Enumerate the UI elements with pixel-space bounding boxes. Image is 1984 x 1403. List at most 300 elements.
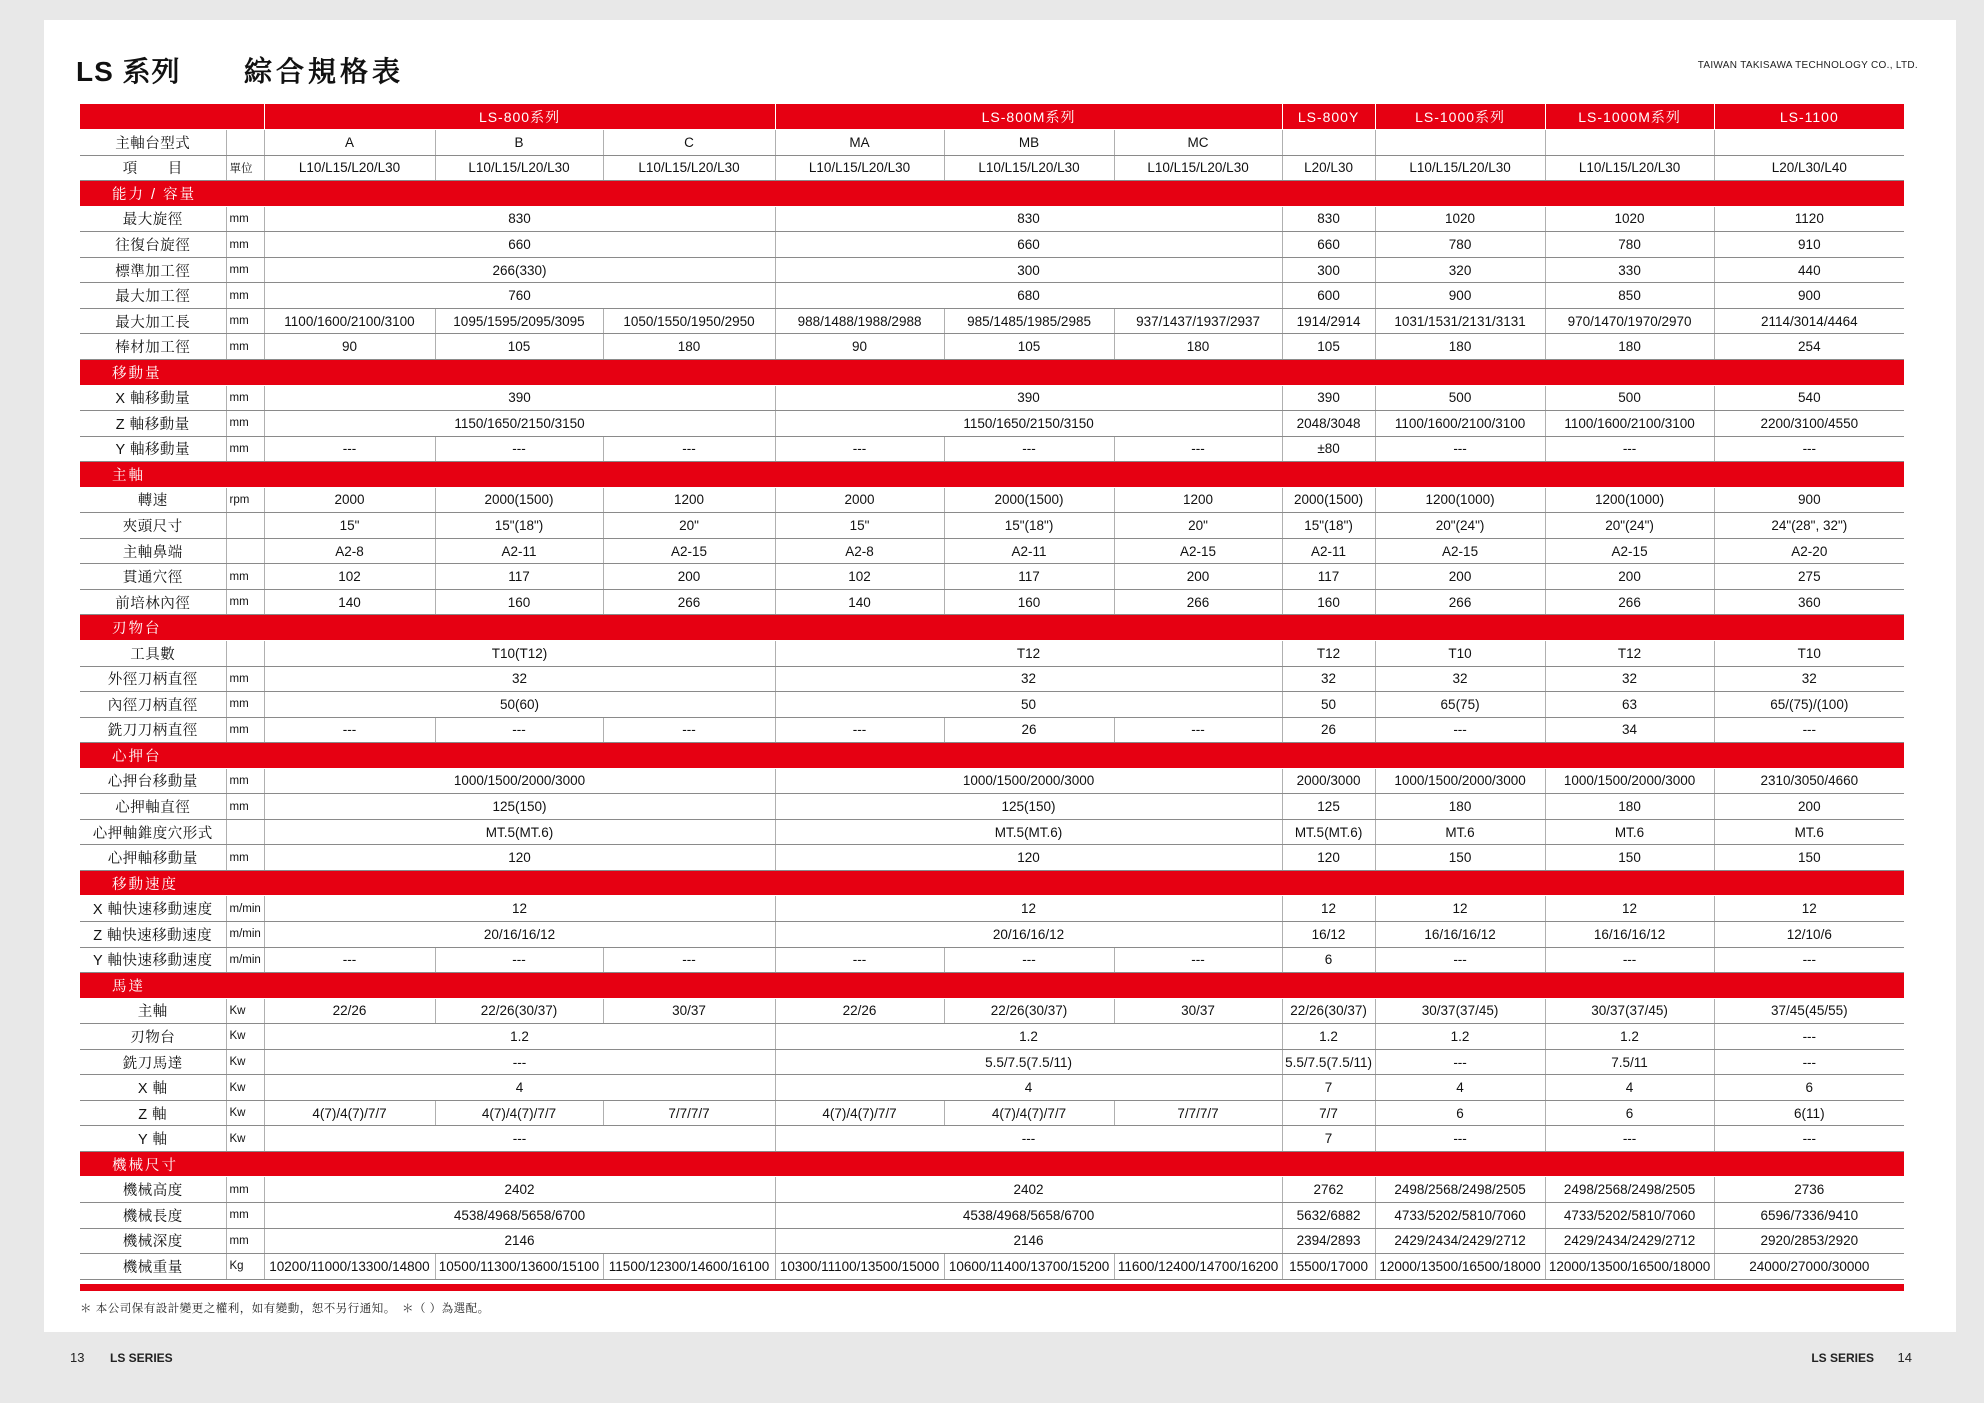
- table-cell: ---: [264, 717, 435, 743]
- model-header-cell: LS-1100: [1714, 104, 1904, 130]
- table-cell: ---: [775, 436, 944, 462]
- table-row: [80, 845, 1904, 871]
- row-label: 銑刀刀柄直徑: [80, 717, 226, 743]
- table-cell: ---: [1375, 1049, 1545, 1075]
- row-label: 貫通穴徑: [80, 564, 226, 590]
- row-unit: mm: [226, 1228, 264, 1254]
- table-cell: 2920/2853/2920: [1714, 1228, 1904, 1254]
- table-cell: 910: [1714, 232, 1904, 258]
- table-cell: 32: [1714, 666, 1904, 692]
- table-cell: 320: [1375, 257, 1545, 283]
- table-cell: 5.5/7.5(7.5/11): [775, 1049, 1282, 1075]
- table-cell: 1200(1000): [1545, 487, 1714, 513]
- table-cell: 12: [1714, 896, 1904, 922]
- table-cell: 7: [1282, 1075, 1375, 1101]
- table-bottom-bar: [80, 1284, 1904, 1291]
- table-cell: 12: [1282, 896, 1375, 922]
- row-unit: Kw: [226, 998, 264, 1024]
- table-cell: 1120: [1714, 206, 1904, 232]
- table-cell: 760: [264, 283, 775, 309]
- table-cell: 120: [264, 845, 775, 871]
- table-cell: 11500/12300/14600/16100: [603, 1254, 775, 1280]
- table-cell: 2736: [1714, 1177, 1904, 1203]
- table-row: [80, 794, 1904, 820]
- table-cell: A2-11: [1282, 538, 1375, 564]
- table-cell: 266: [603, 589, 775, 615]
- table-cell: A2-8: [775, 538, 944, 564]
- table-cell: 4(7)/4(7)/7/7: [944, 1100, 1114, 1126]
- row-unit: mm: [226, 206, 264, 232]
- table-cell: 30/37(37/45): [1375, 998, 1545, 1024]
- table-cell: 200: [1375, 564, 1545, 590]
- section-header-row: [80, 462, 1904, 488]
- table-cell: 26: [1282, 717, 1375, 743]
- table-row: [80, 640, 1904, 666]
- table-cell: ---: [1714, 1024, 1904, 1050]
- table-cell: 32: [264, 666, 775, 692]
- table-cell: 937/1437/1937/2937: [1114, 308, 1282, 334]
- table-cell: 32: [1282, 666, 1375, 692]
- row-unit: [226, 640, 264, 666]
- table-cell: ---: [1375, 947, 1545, 973]
- table-cell: 1200(1000): [1375, 487, 1545, 513]
- table-cell: 1150/1650/2150/3150: [775, 411, 1282, 437]
- table-cell: A2-8: [264, 538, 435, 564]
- table-cell: A2-15: [1114, 538, 1282, 564]
- table-row: [80, 257, 1904, 283]
- table-cell: 150: [1545, 845, 1714, 871]
- table-cell: 30/37: [603, 998, 775, 1024]
- table-cell: L10/L15/L20/L30: [775, 155, 944, 181]
- row-unit: Kw: [226, 1075, 264, 1101]
- table-cell: 15"(18"): [1282, 513, 1375, 539]
- row-label: 標準加工徑: [80, 257, 226, 283]
- table-cell: 22/26: [775, 998, 944, 1024]
- table-cell: 6: [1282, 947, 1375, 973]
- table-cell: ---: [603, 717, 775, 743]
- table-cell: [1282, 130, 1375, 156]
- table-cell: 30/37(37/45): [1545, 998, 1714, 1024]
- row-unit: mm: [226, 768, 264, 794]
- table-cell: 1200: [603, 487, 775, 513]
- section-header-row: [80, 1151, 1904, 1177]
- row-unit: mm: [226, 1203, 264, 1229]
- table-cell: 20"(24"): [1545, 513, 1714, 539]
- row-label: X 軸移動量: [80, 385, 226, 411]
- table-cell: T10: [1714, 640, 1904, 666]
- table-cell: 900: [1714, 487, 1904, 513]
- table-cell: 1.2: [264, 1024, 775, 1050]
- table-cell: 4538/4968/5658/6700: [775, 1203, 1282, 1229]
- row-label: 項 目: [80, 155, 226, 181]
- table-cell: 970/1470/1970/2970: [1545, 308, 1714, 334]
- row-unit: mm: [226, 794, 264, 820]
- table-row: [80, 922, 1904, 948]
- table-cell: 10300/11100/13500/15000: [775, 1254, 944, 1280]
- table-cell: 6(11): [1714, 1100, 1904, 1126]
- row-label: 機械重量: [80, 1254, 226, 1280]
- table-cell: 105: [1282, 334, 1375, 360]
- table-cell: 2498/2568/2498/2505: [1545, 1177, 1714, 1203]
- table-cell: ---: [264, 1126, 775, 1152]
- table-cell: 1100/1600/2100/3100: [1375, 411, 1545, 437]
- table-cell: 102: [775, 564, 944, 590]
- table-cell: 200: [603, 564, 775, 590]
- table-row: [80, 768, 1904, 794]
- table-cell: 2200/3100/4550: [1714, 411, 1904, 437]
- table-cell: 1000/1500/2000/3000: [1375, 768, 1545, 794]
- table-cell: 63: [1545, 692, 1714, 718]
- row-label: 主軸: [80, 998, 226, 1024]
- table-cell: ---: [1114, 436, 1282, 462]
- section-title: 能力 / 容量: [80, 181, 1904, 207]
- row-label: 銑刀馬達: [80, 1049, 226, 1075]
- table-cell: 180: [1545, 334, 1714, 360]
- series-label-right: LS SERIES: [1811, 1351, 1874, 1365]
- table-cell: 300: [1282, 257, 1375, 283]
- row-unit: m/min: [226, 922, 264, 948]
- table-cell: 34: [1545, 717, 1714, 743]
- table-cell: L10/L15/L20/L30: [1114, 155, 1282, 181]
- table-row: [80, 308, 1904, 334]
- table-cell: 15": [775, 513, 944, 539]
- row-label: 主軸台型式: [80, 130, 226, 156]
- table-cell: 780: [1375, 232, 1545, 258]
- table-row: [80, 666, 1904, 692]
- table-cell: 830: [775, 206, 1282, 232]
- spec-table: [80, 104, 1904, 1280]
- table-cell: 2146: [264, 1228, 775, 1254]
- table-row: [80, 1203, 1904, 1229]
- table-cell: A: [264, 130, 435, 156]
- table-cell: 2310/3050/4660: [1714, 768, 1904, 794]
- table-cell: 22/26(30/37): [435, 998, 603, 1024]
- table-cell: ---: [1714, 717, 1904, 743]
- table-cell: 254: [1714, 334, 1904, 360]
- table-cell: 32: [1375, 666, 1545, 692]
- table-cell: 1020: [1545, 206, 1714, 232]
- table-cell: 2000: [775, 487, 944, 513]
- table-row: [80, 130, 1904, 156]
- table-cell: MT.6: [1714, 819, 1904, 845]
- table-cell: ---: [775, 717, 944, 743]
- row-label: 往復台旋徑: [80, 232, 226, 258]
- table-cell: A2-15: [1545, 538, 1714, 564]
- row-unit: [226, 538, 264, 564]
- table-cell: MC: [1114, 130, 1282, 156]
- table-cell: MA: [775, 130, 944, 156]
- table-cell: 15"(18"): [944, 513, 1114, 539]
- table-cell: 24"(28", 32"): [1714, 513, 1904, 539]
- table-cell: 2394/2893: [1282, 1228, 1375, 1254]
- table-cell: 680: [775, 283, 1282, 309]
- table-cell: 117: [1282, 564, 1375, 590]
- table-cell: 200: [1714, 794, 1904, 820]
- table-cell: A2-11: [944, 538, 1114, 564]
- table-cell: ---: [603, 436, 775, 462]
- table-cell: 4: [1375, 1075, 1545, 1101]
- table-cell: 125(150): [264, 794, 775, 820]
- table-cell: 2429/2434/2429/2712: [1375, 1228, 1545, 1254]
- table-cell: 2429/2434/2429/2712: [1545, 1228, 1714, 1254]
- table-cell: 900: [1375, 283, 1545, 309]
- table-cell: 50: [775, 692, 1282, 718]
- section-title: 刃物台: [80, 615, 1904, 641]
- table-cell: ---: [264, 1049, 775, 1075]
- table-cell: 15"(18"): [435, 513, 603, 539]
- table-row: [80, 436, 1904, 462]
- table-cell: 2146: [775, 1228, 1282, 1254]
- table-cell: 117: [435, 564, 603, 590]
- table-cell: 1.2: [1282, 1024, 1375, 1050]
- table-cell: 830: [264, 206, 775, 232]
- table-cell: 50(60): [264, 692, 775, 718]
- row-unit: mm: [226, 283, 264, 309]
- table-cell: 1095/1595/2095/3095: [435, 308, 603, 334]
- table-cell: 4: [1545, 1075, 1714, 1101]
- section-title: 心押台: [80, 743, 1904, 769]
- table-cell: 830: [1282, 206, 1375, 232]
- table-cell: ---: [944, 947, 1114, 973]
- row-label: 工具數: [80, 640, 226, 666]
- page-number-right: 14: [1897, 1350, 1912, 1365]
- table-cell: 160: [944, 589, 1114, 615]
- table-cell: ---: [1545, 436, 1714, 462]
- table-cell: L10/L15/L20/L30: [944, 155, 1114, 181]
- row-unit: mm: [226, 692, 264, 718]
- table-cell: 20/16/16/12: [775, 922, 1282, 948]
- table-cell: 20"(24"): [1375, 513, 1545, 539]
- table-cell: ---: [1545, 1126, 1714, 1152]
- table-cell: 988/1488/1988/2988: [775, 308, 944, 334]
- table-cell: 20": [1114, 513, 1282, 539]
- table-cell: 1020: [1375, 206, 1545, 232]
- row-label: X 軸快速移動速度: [80, 896, 226, 922]
- row-label: 心押台移動量: [80, 768, 226, 794]
- table-cell: 7/7/7/7: [603, 1100, 775, 1126]
- row-unit: m/min: [226, 947, 264, 973]
- table-cell: 6: [1545, 1100, 1714, 1126]
- table-cell: A2-15: [603, 538, 775, 564]
- section-header-row: [80, 359, 1904, 385]
- table-row: [80, 1126, 1904, 1152]
- table-cell: ---: [1714, 1049, 1904, 1075]
- table-cell: ---: [1714, 436, 1904, 462]
- table-cell: T12: [1282, 640, 1375, 666]
- row-unit: mm: [226, 385, 264, 411]
- table-title: 綜合規格表: [244, 56, 405, 87]
- table-cell: T12: [775, 640, 1282, 666]
- table-cell: 30/37: [1114, 998, 1282, 1024]
- table-cell: 125: [1282, 794, 1375, 820]
- row-label: 心押軸直徑: [80, 794, 226, 820]
- table-cell: 12: [1375, 896, 1545, 922]
- table-row: [80, 564, 1904, 590]
- table-cell: 32: [1545, 666, 1714, 692]
- table-cell: 1200: [1114, 487, 1282, 513]
- table-cell: B: [435, 130, 603, 156]
- table-cell: 140: [775, 589, 944, 615]
- table-cell: MT.5(MT.6): [1282, 819, 1375, 845]
- table-cell: 660: [775, 232, 1282, 258]
- row-label: 機械高度: [80, 1177, 226, 1203]
- table-row: [80, 819, 1904, 845]
- table-row: [80, 538, 1904, 564]
- table-cell: ---: [1714, 947, 1904, 973]
- table-cell: 4(7)/4(7)/7/7: [264, 1100, 435, 1126]
- table-row: [80, 232, 1904, 258]
- table-row: [80, 896, 1904, 922]
- table-cell: T10(T12): [264, 640, 775, 666]
- table-cell: ---: [1375, 717, 1545, 743]
- table-cell: A2-11: [435, 538, 603, 564]
- table-cell: [1545, 130, 1714, 156]
- table-cell: 850: [1545, 283, 1714, 309]
- table-cell: L20/L30/L40: [1714, 155, 1904, 181]
- page-number-left: 13: [70, 1350, 85, 1365]
- row-label: 心押軸錐度穴形式: [80, 819, 226, 845]
- model-header-cell: LS-800系列: [264, 104, 775, 130]
- row-unit: Kw: [226, 1024, 264, 1050]
- table-cell: 12: [1545, 896, 1714, 922]
- table-cell: 12: [264, 896, 775, 922]
- table-row: [80, 411, 1904, 437]
- table-cell: 22/26: [264, 998, 435, 1024]
- row-unit: [226, 819, 264, 845]
- table-cell: 12/10/6: [1714, 922, 1904, 948]
- table-cell: 4: [775, 1075, 1282, 1101]
- row-unit: mm: [226, 845, 264, 871]
- table-cell: 2000(1500): [1282, 487, 1375, 513]
- row-unit: [226, 130, 264, 156]
- table-cell: ---: [1375, 436, 1545, 462]
- table-cell: 275: [1714, 564, 1904, 590]
- section-header-row: [80, 743, 1904, 769]
- row-unit: Kw: [226, 1100, 264, 1126]
- row-label: 最大加工長: [80, 308, 226, 334]
- table-cell: MT.6: [1545, 819, 1714, 845]
- table-cell: C: [603, 130, 775, 156]
- table-cell: ---: [1714, 1126, 1904, 1152]
- section-title: 主軸: [80, 462, 1904, 488]
- table-row: [80, 1075, 1904, 1101]
- table-cell: 180: [603, 334, 775, 360]
- row-unit: 單位: [226, 155, 264, 181]
- table-cell: 90: [264, 334, 435, 360]
- model-header-row: [80, 104, 1904, 130]
- row-label: Y 軸移動量: [80, 436, 226, 462]
- table-cell: 780: [1545, 232, 1714, 258]
- table-cell: 1031/1531/2131/3131: [1375, 308, 1545, 334]
- row-label: 外徑刀柄直徑: [80, 666, 226, 692]
- table-cell: 440: [1714, 257, 1904, 283]
- table-cell: 360: [1714, 589, 1904, 615]
- table-cell: 390: [775, 385, 1282, 411]
- section-title: 移動速度: [80, 870, 1904, 896]
- table-cell: 120: [1282, 845, 1375, 871]
- table-cell: 985/1485/1985/2985: [944, 308, 1114, 334]
- table-cell: L10/L15/L20/L30: [435, 155, 603, 181]
- table-cell: 180: [1375, 794, 1545, 820]
- table-cell: ---: [435, 947, 603, 973]
- table-cell: 660: [264, 232, 775, 258]
- table-cell: ---: [435, 436, 603, 462]
- table-cell: 2000/3000: [1282, 768, 1375, 794]
- table-cell: 1914/2914: [1282, 308, 1375, 334]
- table-cell: 160: [1282, 589, 1375, 615]
- table-row: [80, 947, 1904, 973]
- table-cell: 6: [1375, 1100, 1545, 1126]
- table-cell: 2048/3048: [1282, 411, 1375, 437]
- table-cell: 65(75): [1375, 692, 1545, 718]
- table-cell: 65/(75)/(100): [1714, 692, 1904, 718]
- row-label: 最大旋徑: [80, 206, 226, 232]
- table-cell: 7.5/11: [1545, 1049, 1714, 1075]
- series-label-left: LS SERIES: [110, 1351, 173, 1365]
- table-cell: 15500/17000: [1282, 1254, 1375, 1280]
- table-cell: 2000(1500): [435, 487, 603, 513]
- table-cell: 4: [264, 1075, 775, 1101]
- table-cell: 660: [1282, 232, 1375, 258]
- table-cell: 900: [1714, 283, 1904, 309]
- series-title: LS 系列: [76, 56, 181, 87]
- table-cell: 5.5/7.5(7.5/11): [1282, 1049, 1375, 1075]
- table-cell: 500: [1375, 385, 1545, 411]
- table-cell: 266: [1375, 589, 1545, 615]
- row-unit: mm: [226, 411, 264, 437]
- table-cell: 1.2: [775, 1024, 1282, 1050]
- table-cell: 125(150): [775, 794, 1282, 820]
- table-cell: 16/16/16/12: [1545, 922, 1714, 948]
- table-cell: 180: [1375, 334, 1545, 360]
- table-cell: 102: [264, 564, 435, 590]
- table-row: [80, 1100, 1904, 1126]
- row-label: 內徑刀柄直徑: [80, 692, 226, 718]
- row-label: 心押軸移動量: [80, 845, 226, 871]
- table-cell: 4(7)/4(7)/7/7: [435, 1100, 603, 1126]
- table-cell: 105: [944, 334, 1114, 360]
- table-cell: 390: [264, 385, 775, 411]
- table-cell: 266(330): [264, 257, 775, 283]
- row-unit: mm: [226, 666, 264, 692]
- table-cell: [1375, 130, 1545, 156]
- row-label: 機械長度: [80, 1203, 226, 1229]
- section-title: 機械尺寸: [80, 1151, 1904, 1177]
- row-unit: mm: [226, 564, 264, 590]
- table-cell: 20": [603, 513, 775, 539]
- table-cell: 300: [775, 257, 1282, 283]
- table-cell: 1000/1500/2000/3000: [264, 768, 775, 794]
- table-cell: 180: [1114, 334, 1282, 360]
- table-cell: 2402: [775, 1177, 1282, 1203]
- table-cell: L10/L15/L20/L30: [264, 155, 435, 181]
- table-cell: 1100/1600/2100/3100: [1545, 411, 1714, 437]
- table-cell: 600: [1282, 283, 1375, 309]
- table-cell: 22/26(30/37): [1282, 998, 1375, 1024]
- table-cell: 2000(1500): [944, 487, 1114, 513]
- table-cell: MT.6: [1375, 819, 1545, 845]
- model-header-cell: LS-1000M系列: [1545, 104, 1714, 130]
- table-cell: 6596/7336/9410: [1714, 1203, 1904, 1229]
- row-unit: [226, 513, 264, 539]
- table-cell: 7/7/7/7: [1114, 1100, 1282, 1126]
- row-unit: mm: [226, 334, 264, 360]
- model-header-cell: LS-800Y: [1282, 104, 1375, 130]
- table-cell: 140: [264, 589, 435, 615]
- table-cell: 500: [1545, 385, 1714, 411]
- row-label: 機械深度: [80, 1228, 226, 1254]
- table-row: [80, 513, 1904, 539]
